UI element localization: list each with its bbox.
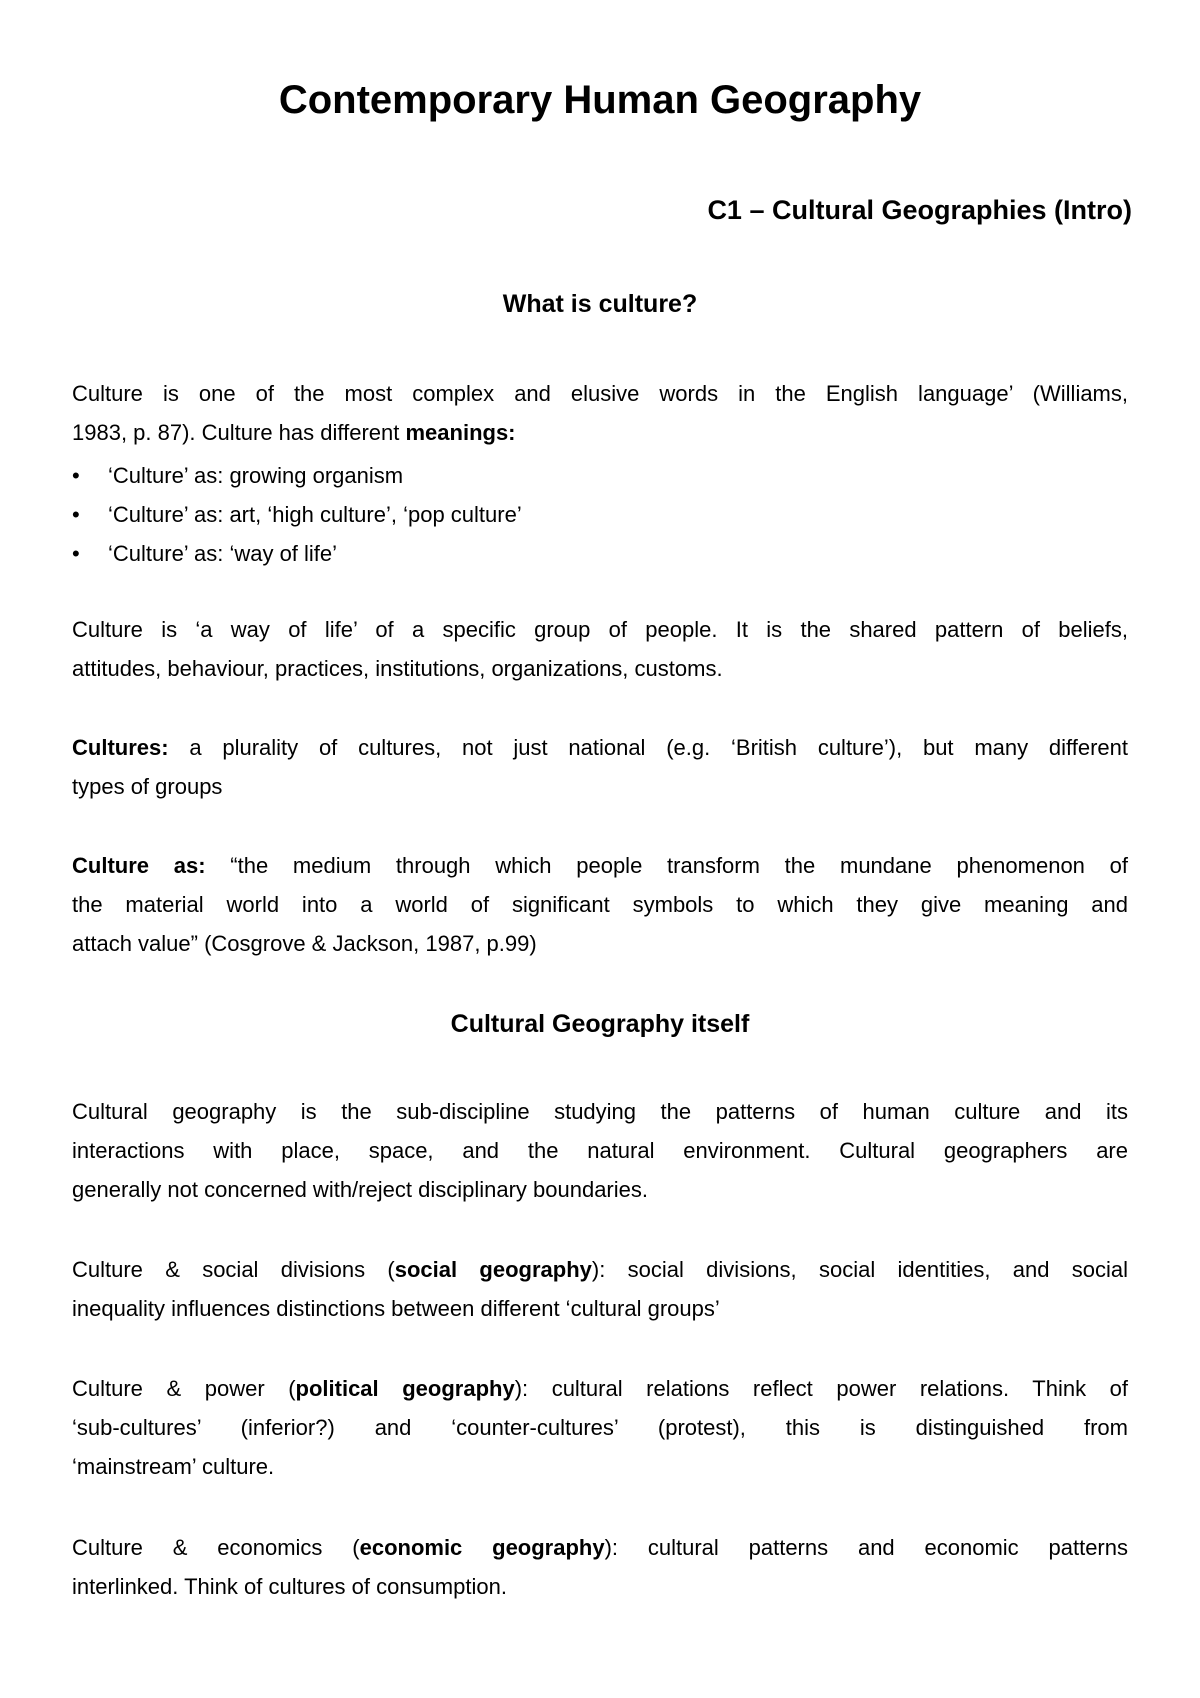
- paragraph-text: Culture & economics (: [72, 1535, 360, 1560]
- paragraph-line: [72, 1369, 1128, 1408]
- paragraph-cultural-geography: [72, 1092, 1128, 1209]
- section-heading-what-is-culture: What is culture?: [502, 290, 698, 318]
- paragraph-line: [72, 846, 1128, 885]
- paragraph-line: attitudes, behaviour, practices, institutions, organizations, customs.: [72, 656, 723, 681]
- paragraph-culture-intro: [72, 374, 1128, 452]
- paragraph-line: inequality influences distinctions between different ‘cultural groups’: [72, 1296, 720, 1321]
- paragraph-line: Culture is one of the most complex and elusive words in the English language’ (Williams,: [72, 381, 1128, 406]
- list-item: • ‘Culture’ as: art, ‘high culture’, ‘pop culture’: [72, 495, 522, 534]
- bold-term: Culture as:: [72, 853, 206, 878]
- section-heading-cultural-geography: Cultural Geography itself: [450, 1010, 750, 1038]
- bold-term: meanings:: [405, 420, 516, 445]
- paragraph-line: interactions with place, space, and the natural environment. Cultural geographers are: [72, 1138, 1128, 1163]
- bold-term: social geography: [394, 1257, 592, 1282]
- bold-term: economic geography: [359, 1535, 605, 1560]
- document-subtitle: C1 – Cultural Geographies (Intro): [707, 195, 1132, 225]
- paragraph-line: interlinked. Think of cultures of consumption.: [72, 1574, 507, 1599]
- list-item: • ‘Culture’ as: ‘way of life’: [72, 534, 522, 573]
- paragraph-line: [72, 413, 1128, 452]
- paragraph-text: ): cultural relations reflect power relations. Think of: [514, 1376, 1128, 1401]
- document-title: Contemporary Human Geography: [278, 78, 922, 122]
- paragraph-text: 1983, p. 87). Culture has different: [72, 420, 406, 445]
- paragraph-line: [72, 1250, 1128, 1289]
- paragraph-line: ‘mainstream’ culture.: [72, 1454, 275, 1479]
- paragraph-line: the material world into a world of significant symbols to which they give meaning and: [72, 892, 1128, 917]
- paragraph-text: ): cultural patterns and economic patterns: [604, 1535, 1128, 1560]
- paragraph-line: [72, 728, 1128, 767]
- paragraph-text: Culture & power (: [72, 1376, 296, 1401]
- paragraph-text: Culture & social divisions (: [72, 1257, 395, 1282]
- paragraph-line: ‘sub-cultures’ (inferior?) and ‘counter-cultures’ (protest), this is distinguished from: [72, 1415, 1128, 1440]
- paragraph-text: a plurality of cultures, not just national (e.g. ‘British culture’), but many different: [168, 735, 1128, 760]
- paragraph-economic-geography: [72, 1528, 1128, 1606]
- paragraph-political-geography: [72, 1369, 1128, 1486]
- paragraph-culture-as: [72, 846, 1128, 963]
- paragraph-way-of-life: [72, 610, 1128, 688]
- list-item: • ‘Culture’ as: growing organism: [72, 456, 522, 495]
- paragraph-social-geography: [72, 1250, 1128, 1328]
- paragraph-line: generally not concerned with/reject disciplinary boundaries.: [72, 1177, 648, 1202]
- paragraph-line: Culture is ‘a way of life’ of a specific group of people. It is the shared pattern of beliefs,: [72, 617, 1128, 642]
- paragraph-text: ): social divisions, social identities, and social: [591, 1257, 1129, 1282]
- paragraph-line: attach value” (Cosgrove & Jackson, 1987, p.99): [72, 931, 537, 956]
- bold-term: Cultures:: [72, 735, 169, 760]
- paragraph-text: “the medium through which people transform the mundane phenomenon of: [205, 853, 1128, 878]
- paragraph-cultures: [72, 728, 1128, 806]
- meanings-list: [72, 456, 522, 573]
- bold-term: political geography: [295, 1376, 515, 1401]
- paragraph-line: [72, 1528, 1128, 1567]
- paragraph-line: types of groups: [72, 774, 223, 799]
- paragraph-line: Cultural geography is the sub-discipline studying the patterns of human culture and its: [72, 1099, 1128, 1124]
